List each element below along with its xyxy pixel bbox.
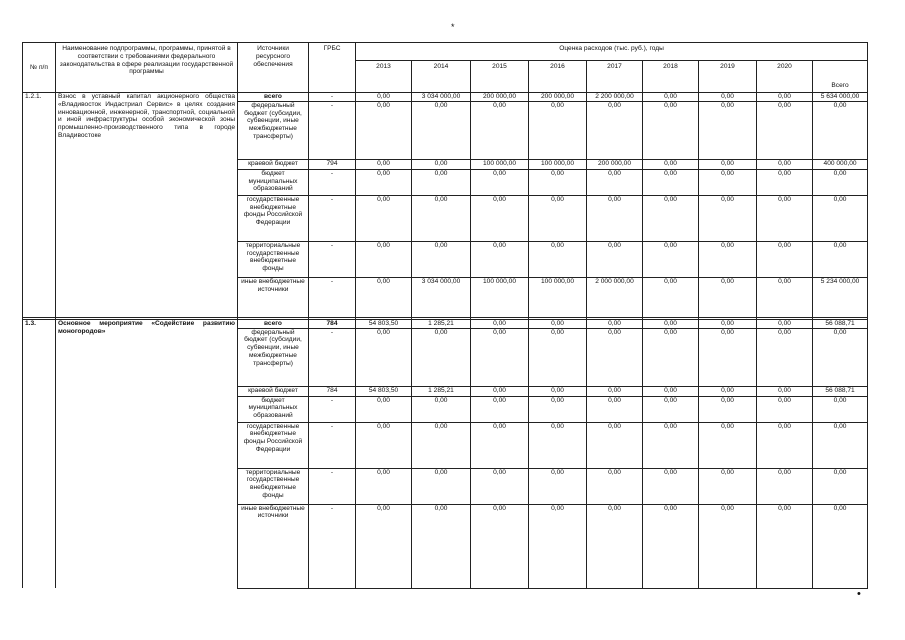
grbs-code: - bbox=[309, 422, 356, 468]
funding-source: федеральный бюджет (субсидии, субвенции, иные межбюджетные трансферты) bbox=[238, 101, 309, 159]
amount-cell: 0,00 bbox=[813, 195, 868, 241]
amount-cell: 0,00 bbox=[529, 241, 587, 277]
amount-cell: 0,00 bbox=[412, 468, 471, 504]
amount-cell: 0,00 bbox=[529, 195, 587, 241]
amount-cell: 0,00 bbox=[471, 101, 529, 159]
amount-cell: 0,00 bbox=[757, 277, 813, 317]
funding-source: краевой бюджет bbox=[238, 386, 309, 396]
amount-cell: 0,00 bbox=[587, 101, 643, 159]
funding-source: иные внебюджетные источники bbox=[238, 504, 309, 588]
amount-cell: 0,00 bbox=[587, 319, 643, 328]
amount-cell: 0,00 bbox=[813, 169, 868, 195]
amount-cell: 0,00 bbox=[643, 422, 699, 468]
funding-source: государственные внебюджетные фонды Российской Федерации bbox=[238, 422, 309, 468]
amount-cell: 0,00 bbox=[813, 396, 868, 422]
amount-cell: 0,00 bbox=[757, 93, 813, 102]
amount-cell: 0,00 bbox=[471, 396, 529, 422]
amount-cell: 0,00 bbox=[529, 319, 587, 328]
amount-cell: 0,00 bbox=[412, 422, 471, 468]
grbs-code: - bbox=[309, 468, 356, 504]
amount-cell: 0,00 bbox=[412, 195, 471, 241]
amount-cell: 56 088,71 bbox=[813, 386, 868, 396]
amount-cell: 0,00 bbox=[757, 101, 813, 159]
grbs-code: 784 bbox=[309, 386, 356, 396]
amount-cell: 54 803,50 bbox=[356, 386, 412, 396]
amount-cell: 0,00 bbox=[643, 328, 699, 386]
amount-cell: 0,00 bbox=[643, 101, 699, 159]
grbs-code: - bbox=[309, 328, 356, 386]
amount-cell: 0,00 bbox=[699, 386, 757, 396]
amount-cell: 0,00 bbox=[529, 386, 587, 396]
amount-cell: 2 200 000,00 bbox=[587, 93, 643, 102]
amount-cell: 3 034 000,00 bbox=[412, 277, 471, 317]
header-year: 2014 bbox=[412, 61, 471, 93]
row-number: 1.2.1. bbox=[23, 93, 56, 318]
amount-cell: 0,00 bbox=[643, 169, 699, 195]
amount-cell: 0,00 bbox=[471, 504, 529, 588]
amount-cell: 56 088,71 bbox=[813, 319, 868, 328]
amount-cell: 200 000,00 bbox=[587, 159, 643, 169]
amount-cell: 0,00 bbox=[699, 319, 757, 328]
grbs-code: - bbox=[309, 93, 356, 102]
header-year: 2016 bbox=[529, 61, 587, 93]
amount-cell: 0,00 bbox=[757, 396, 813, 422]
amount-cell: 54 803,50 bbox=[356, 319, 412, 328]
amount-cell: 0,00 bbox=[412, 241, 471, 277]
amount-cell: 0,00 bbox=[757, 468, 813, 504]
amount-cell: 100 000,00 bbox=[471, 159, 529, 169]
amount-cell: 0,00 bbox=[813, 468, 868, 504]
header-year: 2020 bbox=[757, 61, 813, 93]
amount-cell: 0,00 bbox=[471, 319, 529, 328]
amount-cell: 0,00 bbox=[356, 169, 412, 195]
amount-cell: 0,00 bbox=[643, 504, 699, 588]
amount-cell: 0,00 bbox=[356, 159, 412, 169]
amount-cell: 0,00 bbox=[356, 396, 412, 422]
amount-cell: 0,00 bbox=[699, 422, 757, 468]
amount-cell: 0,00 bbox=[356, 101, 412, 159]
header-year: 2017 bbox=[587, 61, 643, 93]
amount-cell: 400 000,00 bbox=[813, 159, 868, 169]
funding-source: федеральный бюджет (субсидии, субвенции, иные межбюджетные трансферты) bbox=[238, 328, 309, 386]
header-source: Источники ресурсного обеспечения bbox=[238, 43, 309, 93]
amount-cell: 0,00 bbox=[699, 101, 757, 159]
amount-cell: 0,00 bbox=[529, 396, 587, 422]
amount-cell: 0,00 bbox=[529, 169, 587, 195]
amount-cell: 3 034 000,00 bbox=[412, 93, 471, 102]
grbs-code: - bbox=[309, 195, 356, 241]
funding-source: всего bbox=[238, 319, 309, 328]
header-year: Всего bbox=[813, 61, 868, 93]
amount-cell: 0,00 bbox=[813, 504, 868, 588]
program-name: Основное мероприятие «Содействие развитию моногородов» bbox=[56, 319, 238, 588]
amount-cell: 0,00 bbox=[471, 169, 529, 195]
amount-cell: 0,00 bbox=[813, 241, 868, 277]
amount-cell: 100 000,00 bbox=[529, 277, 587, 317]
amount-cell: 0,00 bbox=[587, 386, 643, 396]
amount-cell: 0,00 bbox=[813, 422, 868, 468]
header-num: № п/п bbox=[23, 43, 56, 93]
amount-cell: 0,00 bbox=[471, 386, 529, 396]
amount-cell: 0,00 bbox=[643, 386, 699, 396]
amount-cell: 0,00 bbox=[699, 195, 757, 241]
amount-cell: 0,00 bbox=[643, 195, 699, 241]
amount-cell: 0,00 bbox=[412, 101, 471, 159]
amount-cell: 200 000,00 bbox=[471, 93, 529, 102]
table-row bbox=[23, 319, 868, 328]
amount-cell: 0,00 bbox=[529, 468, 587, 504]
amount-cell: 0,00 bbox=[699, 504, 757, 588]
amount-cell: 0,00 bbox=[412, 504, 471, 588]
amount-cell: 0,00 bbox=[757, 422, 813, 468]
dot-mark: • bbox=[857, 588, 861, 600]
amount-cell: 1 285,21 bbox=[412, 319, 471, 328]
amount-cell: 0,00 bbox=[813, 101, 868, 159]
grbs-code: - bbox=[309, 396, 356, 422]
amount-cell: 0,00 bbox=[529, 504, 587, 588]
amount-cell: 0,00 bbox=[412, 328, 471, 386]
amount-cell: 0,00 bbox=[699, 277, 757, 317]
amount-cell: 0,00 bbox=[699, 169, 757, 195]
amount-cell: 0,00 bbox=[412, 396, 471, 422]
amount-cell: 0,00 bbox=[757, 169, 813, 195]
amount-cell: 0,00 bbox=[356, 504, 412, 588]
amount-cell: 0,00 bbox=[356, 195, 412, 241]
amount-cell: 0,00 bbox=[643, 93, 699, 102]
amount-cell: 0,00 bbox=[356, 328, 412, 386]
grbs-code: 794 bbox=[309, 159, 356, 169]
amount-cell: 0,00 bbox=[643, 396, 699, 422]
expense-table bbox=[22, 42, 868, 589]
amount-cell: 0,00 bbox=[471, 468, 529, 504]
amount-cell: 0,00 bbox=[471, 328, 529, 386]
amount-cell: 0,00 bbox=[699, 328, 757, 386]
amount-cell: 0,00 bbox=[587, 169, 643, 195]
program-name: Взнос в уставный капитал акционерного общества «Владивосток Индастриал Сервис» в целях создания инновационной, инженерной, транспортной, социальной и иной инфраструктуры особой экономической зоны промышленно-производственного типа в городе Владивостоке bbox=[56, 93, 238, 318]
funding-source: бюджет муниципальных образований bbox=[238, 169, 309, 195]
amount-cell: 0,00 bbox=[699, 241, 757, 277]
amount-cell: 0,00 bbox=[471, 195, 529, 241]
header-year: 2019 bbox=[699, 61, 757, 93]
header-year: 2018 bbox=[643, 61, 699, 93]
funding-source: всего bbox=[238, 93, 309, 102]
amount-cell: 0,00 bbox=[643, 277, 699, 317]
amount-cell: 0,00 bbox=[699, 468, 757, 504]
header-grbs: ГРБС bbox=[309, 43, 356, 93]
amount-cell: 0,00 bbox=[757, 504, 813, 588]
header-estimate: Оценка расходов (тыс. руб.), годы bbox=[356, 43, 868, 61]
grbs-code: - bbox=[309, 504, 356, 588]
grbs-code: - bbox=[309, 277, 356, 317]
amount-cell: 0,00 bbox=[757, 195, 813, 241]
funding-source: краевой бюджет bbox=[238, 159, 309, 169]
amount-cell: 0,00 bbox=[529, 328, 587, 386]
amount-cell: 0,00 bbox=[587, 241, 643, 277]
amount-cell: 0,00 bbox=[356, 468, 412, 504]
amount-cell: 0,00 bbox=[587, 504, 643, 588]
asterisk-mark: * bbox=[451, 22, 455, 32]
header-year: 2013 bbox=[356, 61, 412, 93]
amount-cell: 100 000,00 bbox=[529, 159, 587, 169]
grbs-code: 784 bbox=[309, 319, 356, 328]
amount-cell: 0,00 bbox=[699, 396, 757, 422]
funding-source: бюджет муниципальных образований bbox=[238, 396, 309, 422]
amount-cell: 0,00 bbox=[699, 93, 757, 102]
amount-cell: 0,00 bbox=[699, 159, 757, 169]
amount-cell: 0,00 bbox=[813, 328, 868, 386]
grbs-code: - bbox=[309, 169, 356, 195]
amount-cell: 0,00 bbox=[356, 241, 412, 277]
amount-cell: 5 634 000,00 bbox=[813, 93, 868, 102]
amount-cell: 0,00 bbox=[412, 169, 471, 195]
amount-cell: 0,00 bbox=[529, 422, 587, 468]
amount-cell: 0,00 bbox=[757, 241, 813, 277]
amount-cell: 0,00 bbox=[471, 422, 529, 468]
amount-cell: 5 234 000,00 bbox=[813, 277, 868, 317]
amount-cell: 0,00 bbox=[643, 241, 699, 277]
amount-cell: 0,00 bbox=[587, 195, 643, 241]
amount-cell: 2 000 000,00 bbox=[587, 277, 643, 317]
amount-cell: 0,00 bbox=[643, 319, 699, 328]
amount-cell: 0,00 bbox=[356, 422, 412, 468]
funding-source: территориальные государственные внебюджетные фонды bbox=[238, 241, 309, 277]
amount-cell: 1 285,21 bbox=[412, 386, 471, 396]
funding-source: территориальные государственные внебюджетные фонды bbox=[238, 468, 309, 504]
amount-cell: 0,00 bbox=[529, 101, 587, 159]
amount-cell: 0,00 bbox=[757, 159, 813, 169]
row-number: 1.3. bbox=[23, 319, 56, 588]
amount-cell: 200 000,00 bbox=[529, 93, 587, 102]
amount-cell: 0,00 bbox=[757, 328, 813, 386]
grbs-code: - bbox=[309, 101, 356, 159]
header-name: Наименование подпрограммы, программы, принятой в соответствии с требованиями федерального законодательства в сфере реализации государственной программы bbox=[56, 43, 238, 93]
table-row bbox=[23, 93, 868, 102]
amount-cell: 0,00 bbox=[643, 468, 699, 504]
amount-cell: 0,00 bbox=[587, 422, 643, 468]
amount-cell: 0,00 bbox=[356, 93, 412, 102]
amount-cell: 0,00 bbox=[587, 328, 643, 386]
amount-cell: 100 000,00 bbox=[471, 277, 529, 317]
amount-cell: 0,00 bbox=[412, 159, 471, 169]
amount-cell: 0,00 bbox=[356, 277, 412, 317]
amount-cell: 0,00 bbox=[757, 319, 813, 328]
grbs-code: - bbox=[309, 241, 356, 277]
amount-cell: 0,00 bbox=[643, 159, 699, 169]
amount-cell: 0,00 bbox=[757, 386, 813, 396]
amount-cell: 0,00 bbox=[587, 468, 643, 504]
funding-source: государственные внебюджетные фонды Российской Федерации bbox=[238, 195, 309, 241]
amount-cell: 0,00 bbox=[587, 396, 643, 422]
header-year: 2015 bbox=[471, 61, 529, 93]
funding-source: иные внебюджетные источники bbox=[238, 277, 309, 317]
amount-cell: 0,00 bbox=[471, 241, 529, 277]
